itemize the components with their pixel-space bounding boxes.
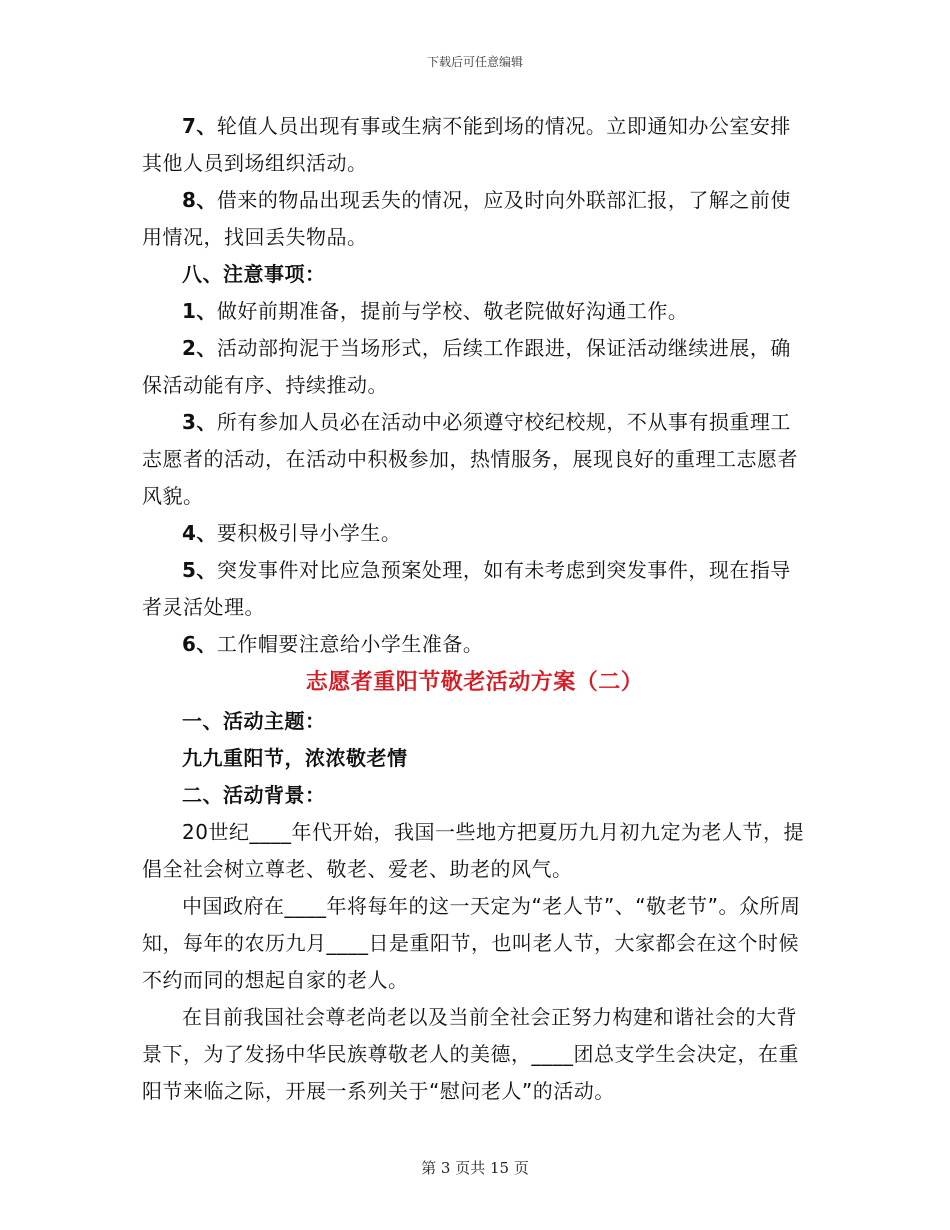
item-text: 轮值人员出现有事或生病不能到场的情况。立即通知办公室安排其他人员到场组织活动。 [142, 114, 791, 175]
item-number: 1、 [182, 299, 217, 323]
page-footer: 第 3 页共 15 页 [421, 1159, 529, 1177]
document-body [142, 108, 807, 1110]
page-header: 下载后可任意编辑 [426, 55, 523, 69]
background-paragraph: 中国政府在____年将每年的这一天定为“老人节”、“敬老节”。众所周知，每年的农历九月____日是重阳节，也叫老人节，大家都会在这个时候不约而同的想起自家的老人。 [142, 894, 801, 992]
list-item [142, 108, 807, 182]
item-text: 工作帽要注意给小学生准备。 [216, 632, 484, 656]
item-text: 要积极引导小学生。 [216, 521, 402, 545]
list-item [142, 293, 807, 330]
background-paragraph: 在目前我国社会尊老尚老以及当前全社会正努力构建和谐社会的大背景下，为了发扬中华民族尊敬老人的美德，____团总支学生会决定，在重阳节来临之际，开展一系列关于“慰问老人”的活动。 [142, 1005, 799, 1103]
theme-text: 九九重阳节，浓浓敬老情 [182, 746, 408, 770]
item-text: 所有参加人员必在活动中必须遵守校纪校规，不从事有损重理工志愿者的活动，在活动中积极参加，热情服务，展现良好的重理工志愿者风貌。 [142, 410, 798, 508]
item-number: 7、 [182, 114, 217, 138]
list-item [142, 552, 807, 626]
item-number: 6、 [182, 632, 217, 656]
list-item [142, 182, 807, 256]
item-text: 做好前期准备，提前与学校、敬老院做好沟通工作。 [216, 299, 689, 323]
list-item [142, 404, 807, 515]
list-item [142, 330, 807, 404]
item-number: 2、 [182, 336, 217, 360]
section-heading-background: 二、活动背景： [182, 783, 326, 807]
item-text: 借来的物品出现丢失的情况，应及时向外联部汇报，了解之前使用情况，找回丢失物品。 [142, 188, 791, 249]
list-item [142, 515, 807, 552]
section-heading-theme: 一、活动主题： [182, 709, 326, 733]
item-number: 4、 [182, 521, 217, 545]
plan-title: 志愿者重阳节敬老活动方案（二） [305, 670, 644, 695]
item-number: 5、 [182, 558, 217, 582]
item-number: 8、 [182, 188, 217, 212]
section-heading-notes: 八、注意事项： [182, 262, 326, 286]
background-paragraph: 20世纪____年代开始，我国一些地方把夏历九月初九定为老人节，提倡全社会树立尊老、敬老、爱老、助老的风气。 [142, 820, 804, 881]
item-number: 3、 [182, 410, 217, 434]
list-item [142, 626, 807, 663]
item-text: 突发事件对比应急预案处理，如有未考虑到突发事件，现在指导者灵活处理。 [142, 558, 791, 619]
item-text: 活动部拘泥于当场形式，后续工作跟进，保证活动继续进展，确保活动能有序、持续推动。 [142, 336, 791, 397]
